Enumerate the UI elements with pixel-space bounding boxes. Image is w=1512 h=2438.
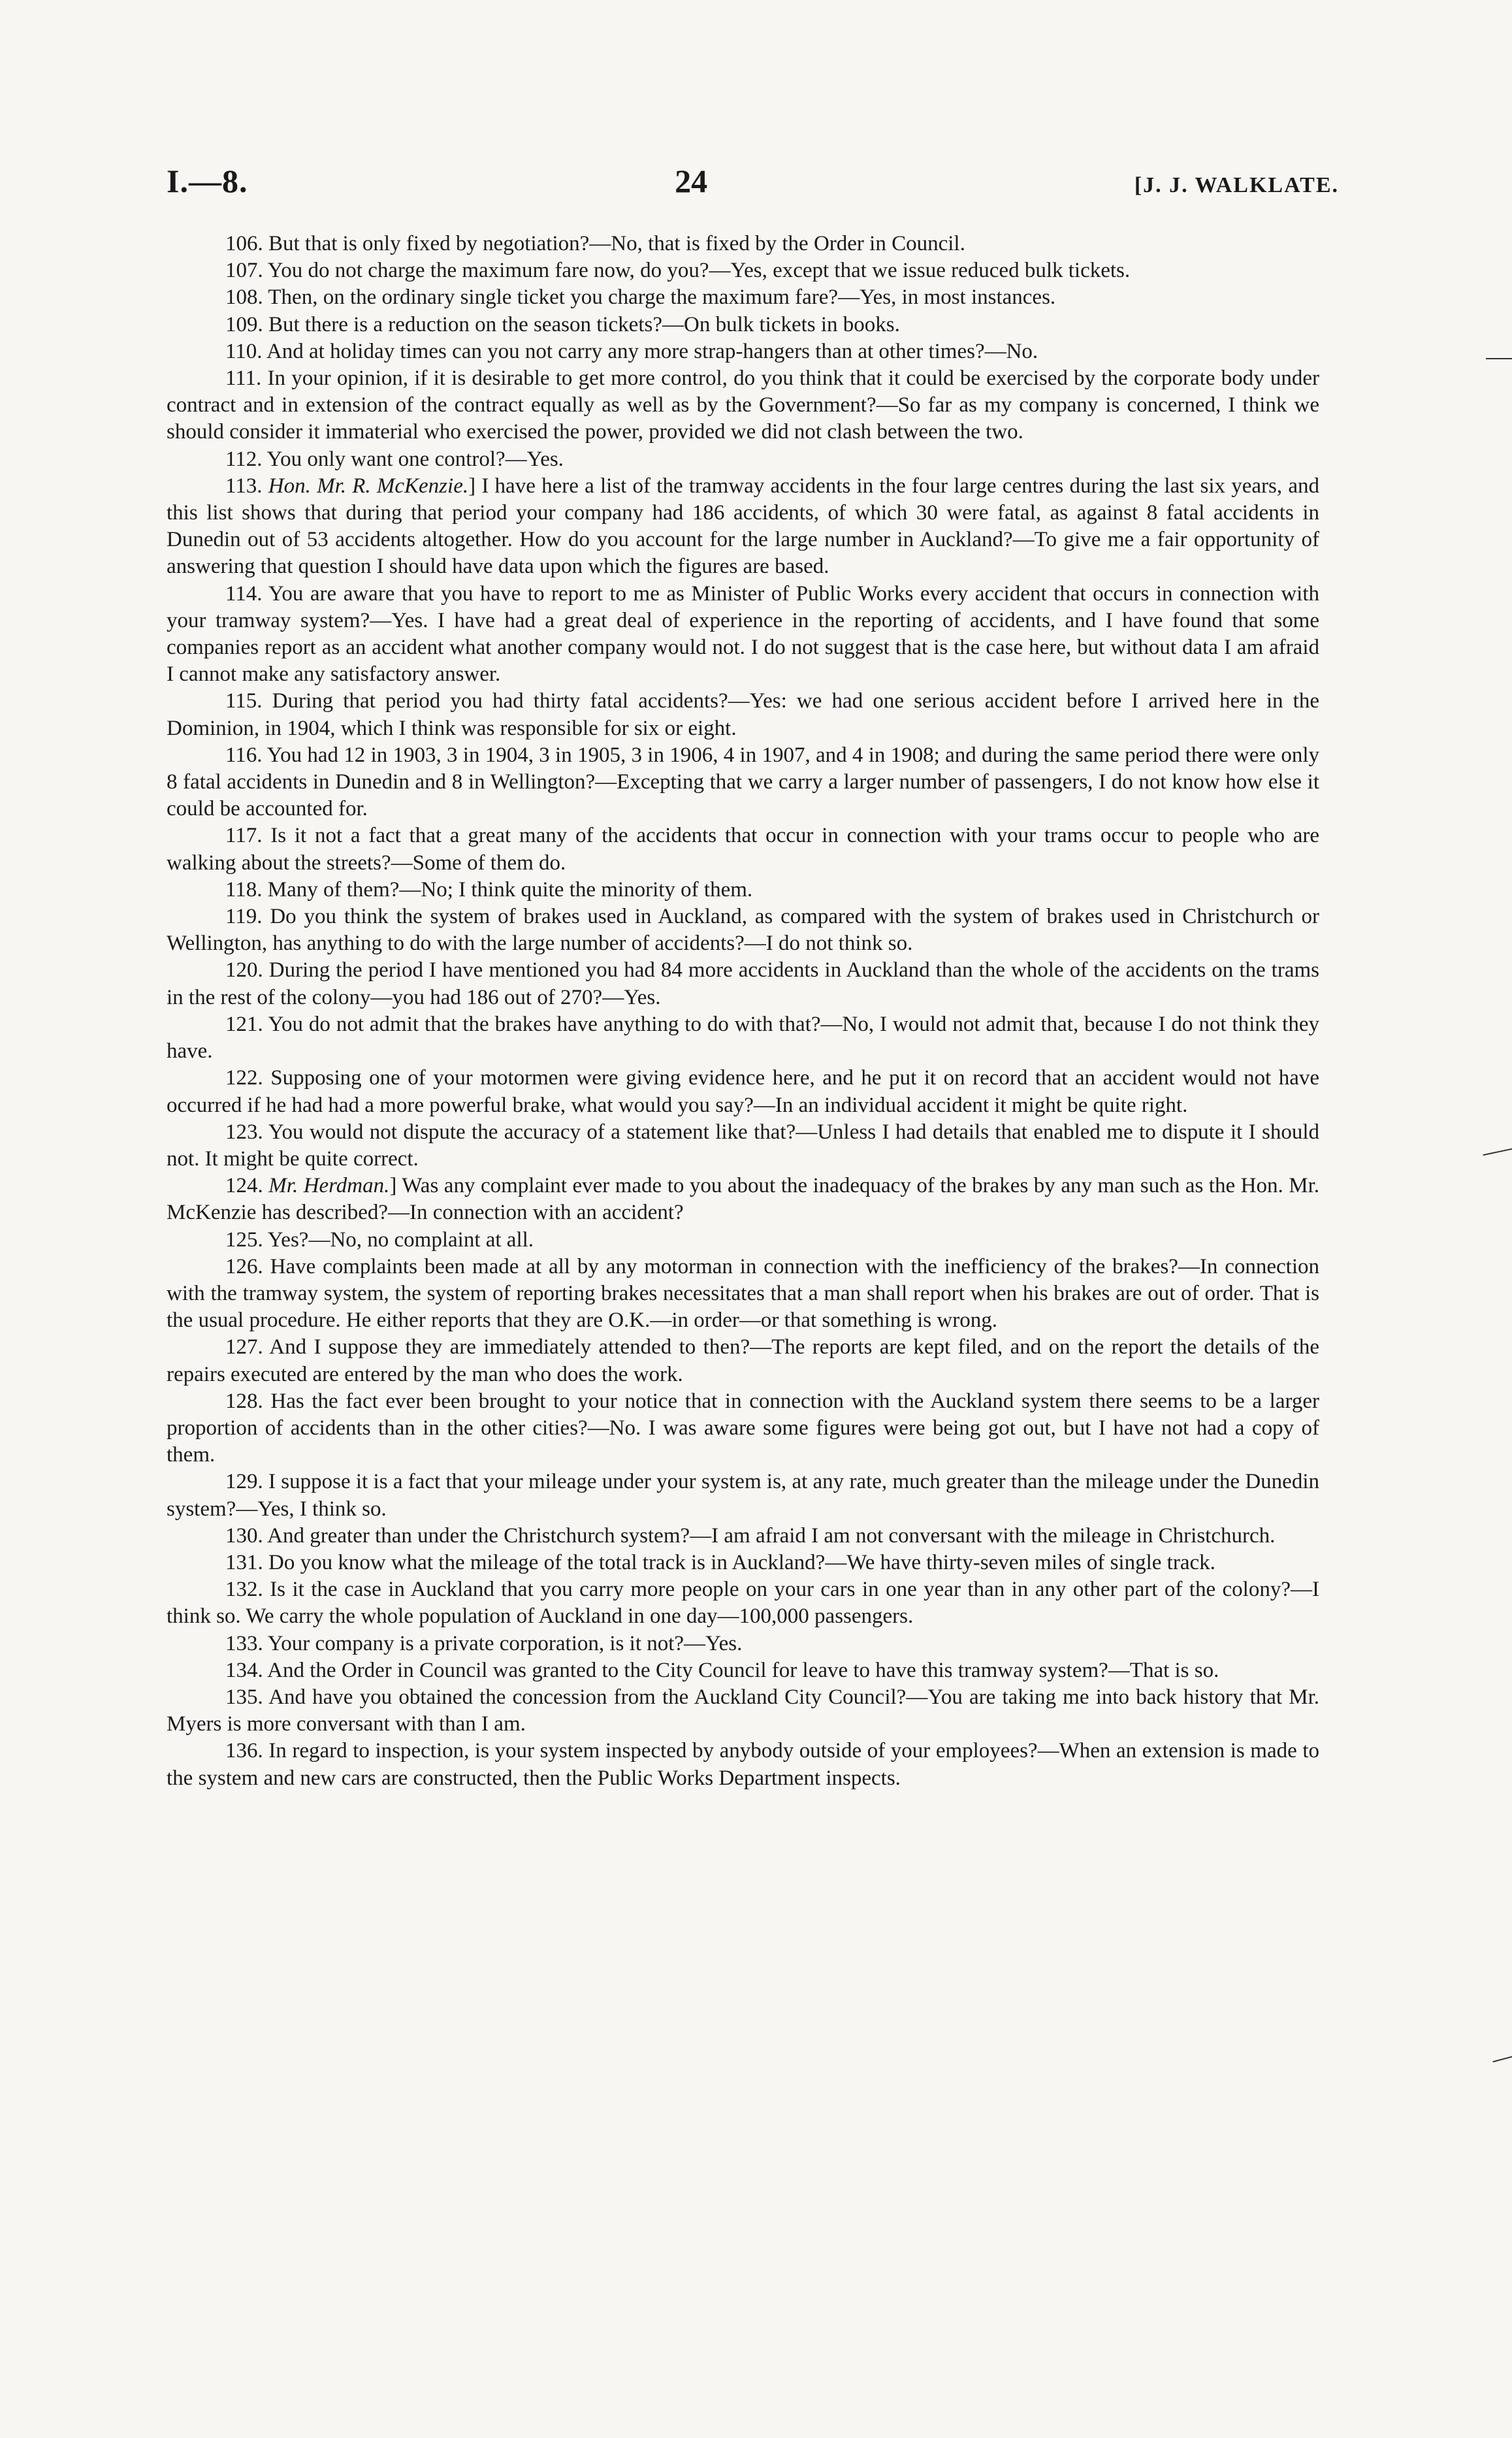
question-129: 129. I suppose it is a fact that your mileage under your system is, at any rate, much greater than the mileage under the Dunedin system?—Yes, I think so. bbox=[167, 1470, 1319, 1521]
question-112: 112. You only want one control?—Yes. bbox=[225, 447, 564, 471]
question-108: 108. Then, on the ordinary single ticket you charge the maximum fare?—Yes, in most instances. bbox=[225, 285, 1056, 310]
question-126: 126. Have complaints been made at all by any motorman in connection with the inefficiency of the brakes?—In connection with the tramway system, the system of reporting brakes necessitates that a man shall report when his brakes are out of order. That is the usual procedure. He either reports that they are O.K.—in order—or that something is wrong. bbox=[167, 1254, 1319, 1333]
question-133: 133. Your company is a private corporation, is it not?—Yes. bbox=[225, 1631, 743, 1655]
question-109: 109. But there is a reduction on the season tickets?—On bulk tickets in books. bbox=[225, 312, 900, 336]
question-119: 119. Do you think the system of brakes used in Auckland, as compared with the system of brakes used in Christchurch or Wellington, has anything to do with the large number of accidents?—I do not think so. bbox=[167, 905, 1319, 956]
question-134: 134. And the Order in Council was granted to the City Council for leave to have this tramway system?—That is so. bbox=[225, 1658, 1219, 1682]
question-123: 123. You would not dispute the accuracy of a statement like that?—Unless I had details that enabled me to dispute it I should not. It might be quite correct. bbox=[167, 1120, 1319, 1171]
question-106: 106. But that is only fixed by negotiation?—No, that is fixed by the Order in Council. bbox=[225, 232, 965, 255]
margin-mark bbox=[1486, 358, 1512, 359]
question-113 bbox=[167, 473, 1319, 581]
question-130: 130. And greater than under the Christchurch system?—I am afraid I am not conversant with the mileage in Christchurch. bbox=[225, 1523, 1276, 1548]
question-132: 132. Is it the case in Auckland that you carry more people on your cars in one year than in any other part of the colony?—I think so. We carry the whole population of Auckland in one day—100,000 passengers. bbox=[167, 1578, 1319, 1629]
question-110: 110. And at holiday times can you not carry any more strap-hangers than at other times?—No. bbox=[225, 339, 1038, 363]
question-107: 107. You do not charge the maximum fare now, do you?—Yes, except that we issue reduced bulk tickets. bbox=[225, 259, 1131, 283]
question-number: 113. bbox=[225, 474, 268, 498]
question-118: 118. Many of them?—No; I think quite the minority of them. bbox=[225, 877, 753, 902]
margin-mark bbox=[1483, 1148, 1512, 1156]
question-115: 115. During that period you had thirty fatal accidents?—Yes: we had one serious accident before I arrived here in the Dominion, in 1904, which I think was responsible for six or eight. bbox=[167, 689, 1319, 740]
question-135: 135. And have you obtained the concession from the Auckland City Council?—You are taking me into back history that Mr. Myers is more conversant with than I am. bbox=[167, 1685, 1319, 1736]
question-124 bbox=[167, 1173, 1319, 1226]
question-122: 122. Supposing one of your motormen were giving evidence here, and he put it on record that an accident would not have occurred if he had had a more powerful brake, what would you say?—In an individual accident it might be quite right. bbox=[167, 1066, 1319, 1117]
question-136: 136. In regard to inspection, is your system inspected by anybody outside of your employees?—When an extension is made to the system and new cars are constructed, then the Public Works Department inspects. bbox=[167, 1739, 1319, 1790]
question-116: 116. You had 12 in 1903, 3 in 1904, 3 in 1905, 3 in 1906, 4 in 1907, and 4 in 1908; and during the same period there were only 8 fatal accidents in Dunedin and 8 in Wellington?—Excepting that we carry a larger number of passengers, I do not know how else it could be accounted for. bbox=[167, 743, 1319, 821]
speaker-name: Mr. Herdman. bbox=[268, 1174, 390, 1198]
question-number: 124. bbox=[225, 1174, 269, 1198]
question-text: ] Was any complaint ever made to you about the inadequacy of the brakes by any man such as the Hon. Mr. McKenzie has described?—In connection with an accident? bbox=[167, 1174, 1319, 1225]
question-121: 121. You do not admit that the brakes have anything to do with that?—No, I would not admit that, because I do not think they have. bbox=[167, 1012, 1319, 1064]
question-131: 131. Do you know what the mileage of the total track is in Auckland?—We have thirty-seven miles of single track. bbox=[225, 1550, 1215, 1574]
speaker-name: Hon. Mr. R. McKenzie. bbox=[268, 474, 469, 498]
paper-reference: I.—8. bbox=[167, 163, 248, 199]
question-117: 117. Is it not a fact that a great many of the accidents that occur in connection with your trams occur to people who are walking about the streets?—Some of them do. bbox=[167, 824, 1319, 875]
evidence-body bbox=[167, 231, 1319, 1792]
margin-mark bbox=[1492, 2055, 1512, 2062]
question-127: 127. And I suppose they are immediately attended to then?—The reports are kept filed, and on the report the details of the repairs executed are entered by the man who does the work. bbox=[167, 1335, 1319, 1386]
page-number: 24 bbox=[675, 163, 708, 199]
question-text: ] I have here a list of the tramway accidents in the four large centres during the last six years, and this list shows that during that period your company had 186 accidents, of which 30 were fatal, as against 8 fatal accidents in Dunedin out of 53 accidents altogether. How do you account for the large number in Auckland?—To give me a fair opportunity of answering that question I should have data upon which the figures are based. bbox=[167, 474, 1319, 579]
question-120: 120. During the period I have mentioned you had 84 more accidents in Auckland than the whole of the accidents on the trams in the rest of the colony—you had 186 out of 270?—Yes. bbox=[167, 958, 1319, 1009]
question-114: 114. You are aware that you have to report to me as Minister of Public Works every accident that occurs in connection with your tramway system?—Yes. I have had a great deal of experience in the reporting of accidents, and I have found that some companies report as an accident what another company would not. I do not suggest that is the case here, but without data I am afraid I cannot make any satisfactory answer. bbox=[167, 581, 1319, 687]
question-125: 125. Yes?—No, no complaint at all. bbox=[225, 1227, 534, 1252]
question-128: 128. Has the fact ever been brought to your notice that in connection with the Auckland system there seems to be a larger proportion of accidents than in the other cities?—No. I was aware some figures were being got out, but I have not had a copy of them. bbox=[167, 1389, 1319, 1467]
question-111: 111. In your opinion, if it is desirable to get more control, do you think that it could be exercised by the corporate body under contract and in extension of the contract equally as well as by the Government?—So far as my company is concerned, I think we should consider it immaterial who exercised the power, provided we did not clash between the two. bbox=[167, 366, 1319, 444]
page-header bbox=[167, 162, 1339, 208]
witness-name: [J. J. WALKLATE. bbox=[1134, 173, 1339, 197]
